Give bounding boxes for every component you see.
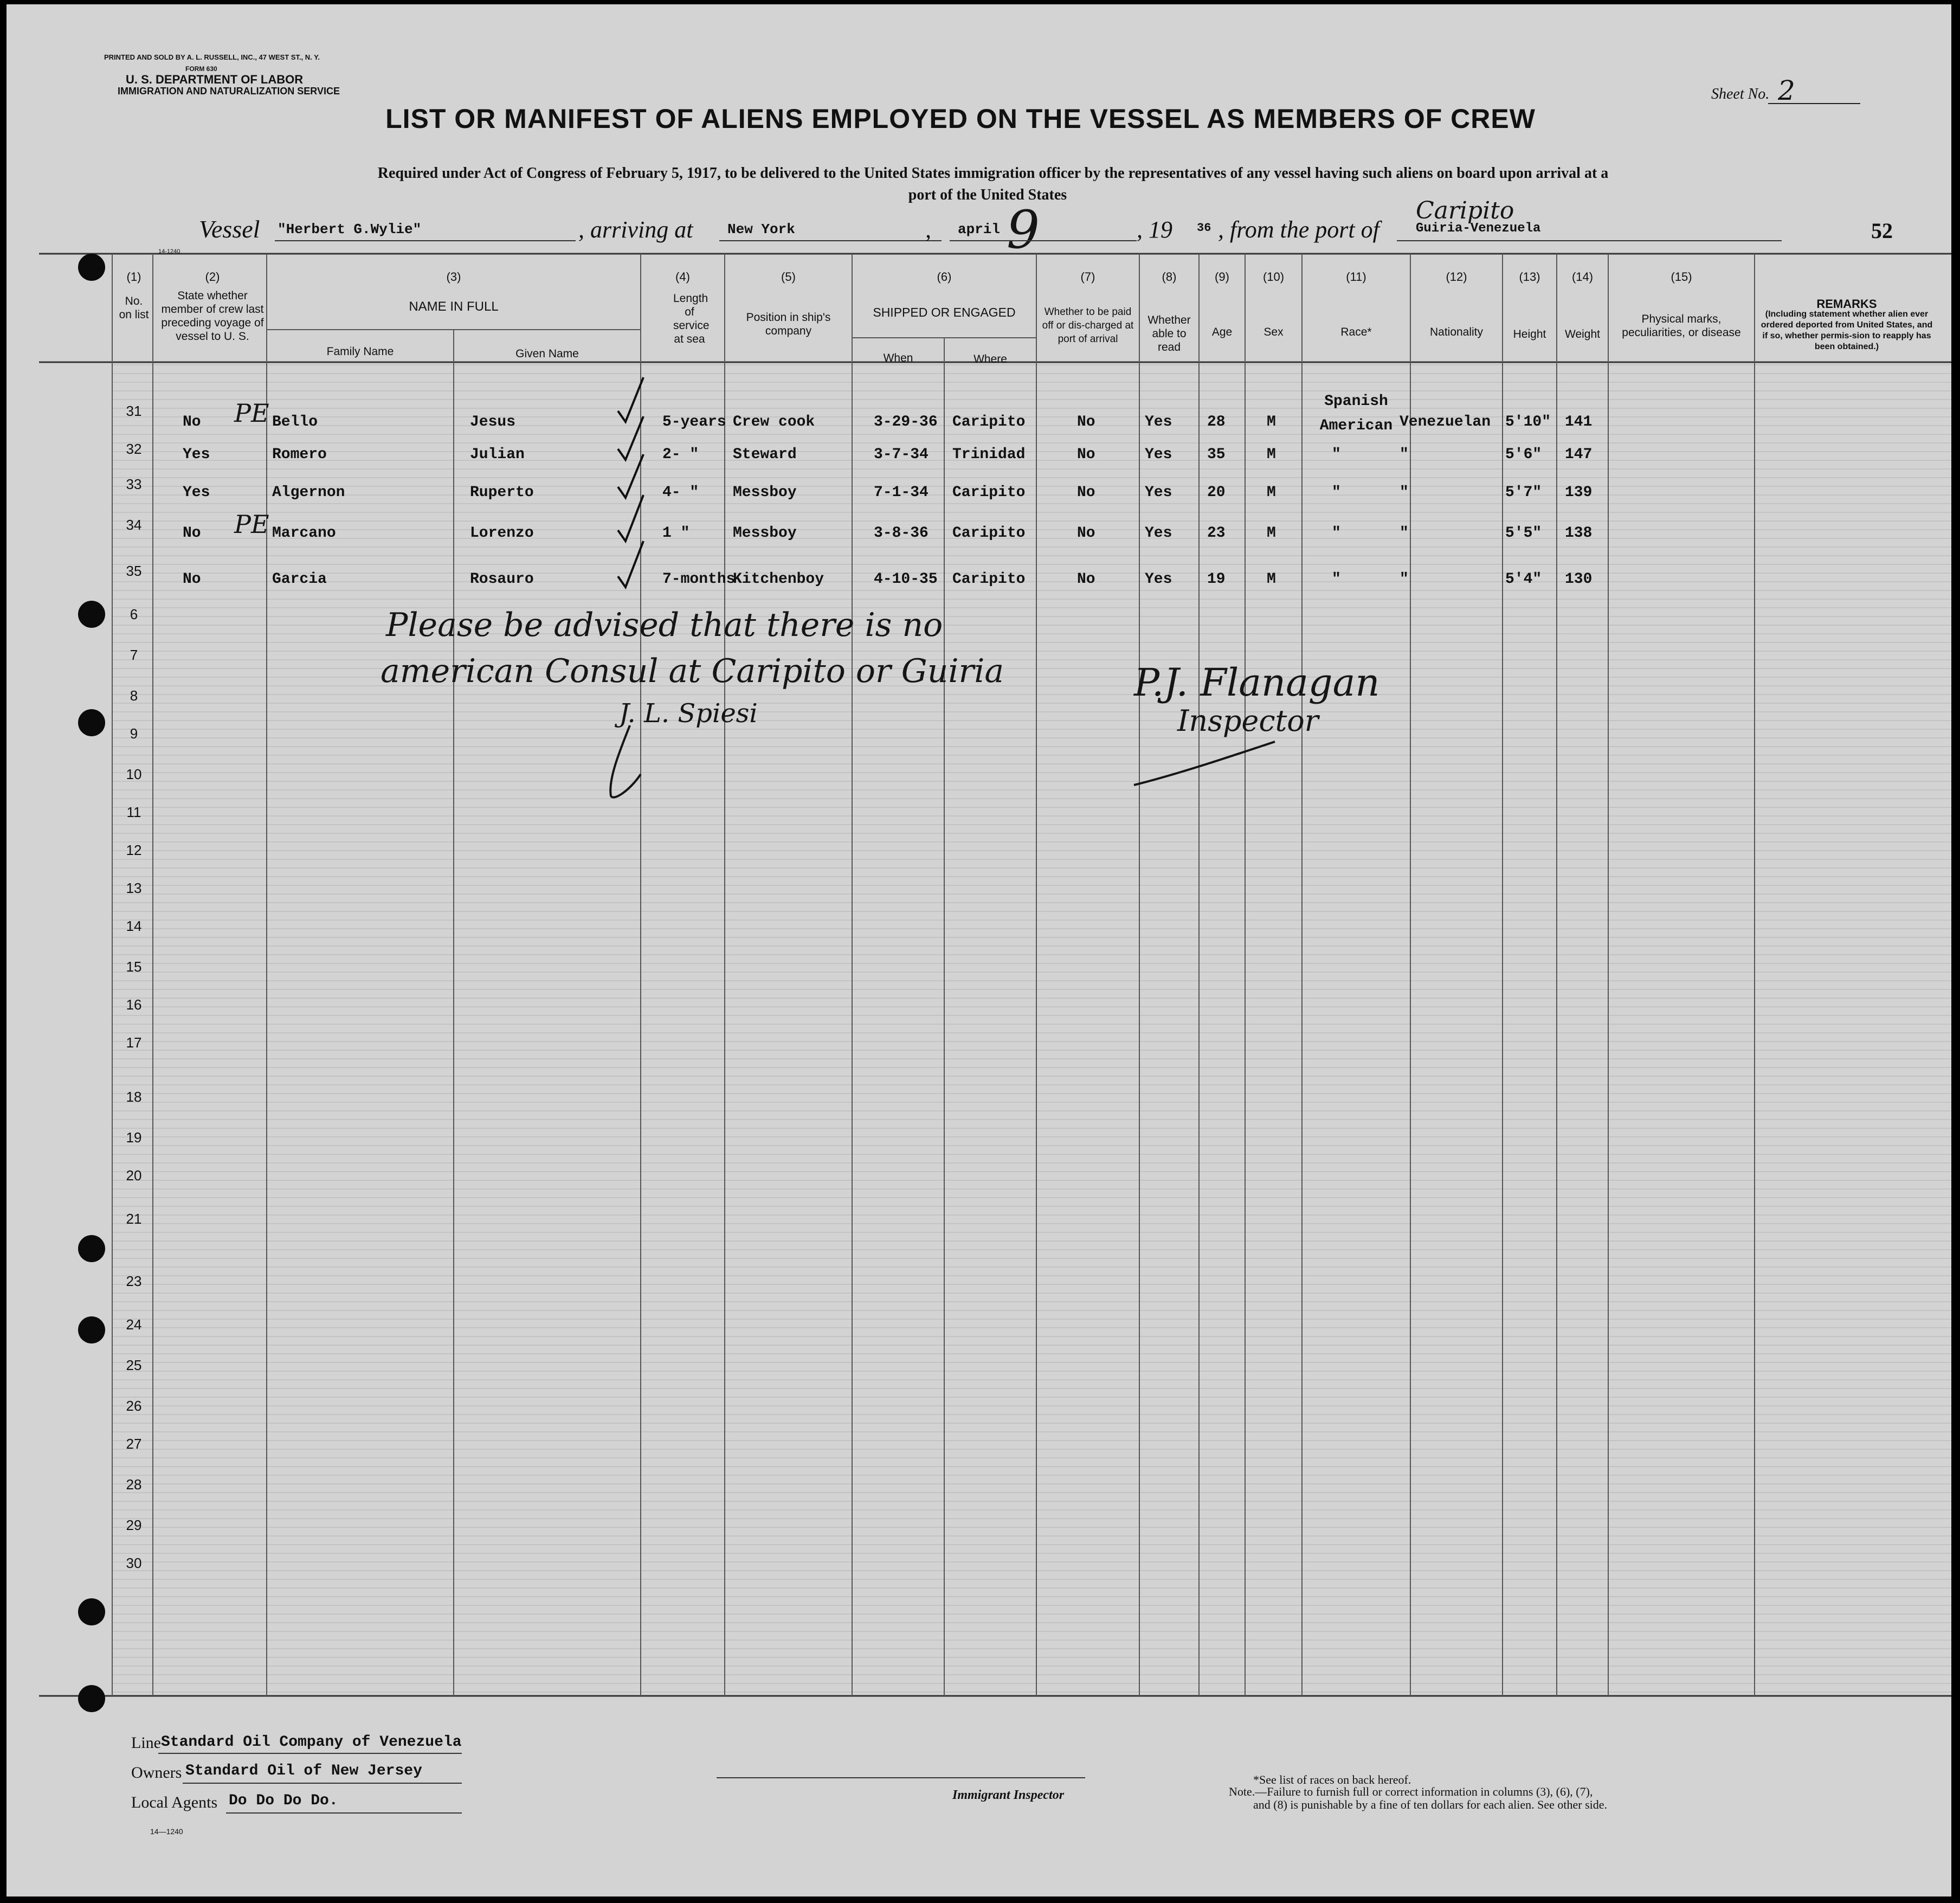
cell-age: 19 <box>1207 571 1226 588</box>
cell-height: 5'5" <box>1505 525 1542 542</box>
row-number: 10 <box>126 766 142 782</box>
header-when: When <box>883 352 913 364</box>
cell-shipped-when: 3-8-36 <box>874 525 929 542</box>
punch-hole <box>78 254 105 281</box>
form-number: FORM 630 <box>185 65 217 73</box>
cell-family-name: Romero <box>272 446 327 463</box>
cell-shipped-when: 7-1-34 <box>874 484 929 501</box>
header-family-name: Family Name <box>326 345 394 358</box>
cell-shipped-when: 4-10-35 <box>874 571 938 588</box>
cell-shipped-where: Caripito <box>952 414 1026 430</box>
arrival-year: 36 <box>1197 221 1211 235</box>
service-name: IMMIGRATION AND NATURALIZATION SERVICE <box>118 86 340 97</box>
cell-sex: M <box>1267 525 1276 542</box>
row-number: 6 <box>130 606 138 622</box>
row-number: 24 <box>126 1316 142 1333</box>
header-shipped-or-engaged: SHIPPED OR ENGAGED <box>873 305 1016 319</box>
cell-able-to-read: Yes <box>1145 414 1172 430</box>
cell-nationality: " <box>1400 525 1409 542</box>
cell-paid-off: No <box>1077 414 1095 430</box>
cell-position: Messboy <box>733 484 797 501</box>
cell-nationality: " <box>1400 484 1409 501</box>
handwritten-note-line2: american Consul at Caripito or Guiria <box>381 652 1004 690</box>
row-number: 27 <box>126 1436 142 1452</box>
cell-nationality: " <box>1400 571 1409 588</box>
cell-race: " <box>1332 571 1341 588</box>
cell-given-name: Julian <box>470 446 525 463</box>
cell-paid-off: No <box>1077 484 1095 501</box>
row-number: 32 <box>126 441 142 457</box>
table-grid <box>7 4 1951 1896</box>
form-code: 14-1240 <box>158 248 180 255</box>
from-port-label: , from the port of <box>1218 216 1379 243</box>
manifest-subtitle-1: Required under Act of Congress of February 5, 1917, to be delivered to the United States immigration officer by the representatives of any vessel having such aliens on board upon arrival at a <box>377 165 1609 182</box>
handwritten-mark: PE <box>234 398 269 428</box>
port-underline <box>1397 240 1782 241</box>
row-number: 17 <box>126 1034 142 1051</box>
line-value: Standard Oil Company of Venezuela <box>161 1734 462 1751</box>
cell-race: Spanish American <box>1319 393 1393 434</box>
row-number: 30 <box>126 1555 142 1571</box>
row-number: 25 <box>126 1357 142 1373</box>
header-height: Height <box>1513 328 1546 340</box>
row-number: 21 <box>126 1211 142 1227</box>
header-name-in-full: NAME IN FULL <box>409 299 499 314</box>
cell-able-to-read: Yes <box>1145 446 1172 463</box>
row-number: 28 <box>126 1476 142 1493</box>
line-label: Line <box>131 1734 161 1752</box>
header-remarks: REMARKS <box>1816 297 1877 311</box>
cell-position: Crew cook <box>733 414 815 430</box>
cell-paid-off: No <box>1077 525 1095 542</box>
cell-family-name: Garcia <box>272 571 327 588</box>
punch-hole <box>78 1685 105 1712</box>
arrival-day: 9 <box>1007 200 1040 260</box>
inspector-signature-line <box>717 1777 1085 1778</box>
cell-height: 5'10" <box>1505 414 1551 430</box>
cell-position: Messboy <box>733 525 797 542</box>
cell-weight: 139 <box>1565 484 1592 501</box>
cell-prev-voyage: No <box>183 414 201 430</box>
vessel-label: Vessel <box>199 215 260 243</box>
departure-port-handwritten: Caripito <box>1416 197 1514 224</box>
sheet-number-underline <box>1768 103 1860 104</box>
cell-height: 5'6" <box>1505 446 1542 463</box>
cell-height: 5'4" <box>1505 571 1542 588</box>
cell-nationality: " <box>1400 446 1409 463</box>
arrival-underline <box>719 240 942 241</box>
vessel-underline <box>275 240 576 241</box>
department-name: U. S. DEPARTMENT OF LABOR <box>126 73 304 86</box>
row-number: 34 <box>126 517 142 533</box>
cell-prev-voyage: Yes <box>183 446 210 463</box>
cell-sex: M <box>1267 484 1276 501</box>
footer-form-code: 14—1240 <box>150 1827 183 1836</box>
header-sex: Sex <box>1263 326 1284 338</box>
cell-weight: 147 <box>1565 446 1592 463</box>
row-number: 14 <box>126 918 142 934</box>
cell-weight: 138 <box>1565 525 1592 542</box>
row-number: 29 <box>126 1517 142 1533</box>
punch-hole <box>78 1316 105 1343</box>
cell-height: 5'7" <box>1505 484 1542 501</box>
year-prefix: , 19 <box>1137 216 1172 243</box>
vessel-name: "Herbert G.Wylie" <box>278 221 422 237</box>
cell-sex: M <box>1267 414 1276 430</box>
header-position: Position in ship's company <box>746 311 831 337</box>
cell-position: Kitchenboy <box>733 571 824 588</box>
handwritten-note-line1: Please be advised that there is no <box>386 606 943 644</box>
cell-family-name: Algernon <box>272 484 345 501</box>
cell-prev-voyage: No <box>183 571 201 588</box>
manifest-sheet: PRINTED AND SOLD BY A. L. RUSSELL, INC., 47 WEST ST., N. Y. FORM 630 U. S. DEPARTMENT OF LABOR IMMIGRATION AND NATURALIZATION SERVICE Sheet No. 2 LIST OR MANIFEST OF ALIENS EMPLOYED ON THE VESSEL AS MEMBERS OF CREW Required under Act of Congress of February 5, 1917, to be delivered to the United States immigration officer by the representatives of any vessel having such aliens on board upon arrival at a port of the United States Vessel "Herbert G.Wylie" , arriving at New York , april 9 , 19 36 , from the port of Caripito Guiria-Venezuela 52 14-1240 (1) No. on list (2) State whether member of crew last preceding voyage of vessel to U. S. (3) NAME IN FULL Family Name Given Name (4) Length of service at sea (5) Position in ship's company (6) SHIPPED OR ENGAGED When Where (7) Whether to be paid off or dis-charged at port of arrival (8) Whether able to read (9) Age (10) Sex (11) Race* (12) Nationality (13) Height (14) Weight (15) Physical marks, peculiarities, or disease REMARKS (Including statement whether alien ever ordered deported from United States, and if so, whether permis-sion to reapply has been obtained.) 31 32 33 34 35 6 7 8 9 10 11 12 13 14 15 16 17 18 19 20 21 23 24 25 26 27 28 29 30 No Bello Jesus 5-years Crew cook 3-29-36 Caripito No Yes 28 M Venezuelan 5'10" 141 Spanish American PE Yes Romero Julian 2- " Steward 3-7-34 Trinidad No Yes 35 M " 5'6" 147 " Yes Algernon Ruperto 4- " Messboy 7-1-34 Caripito No Yes 20 M " 5'7" 139 " No Marcano Lorenzo 1 " Messboy 3-8-36 Caripito No Yes 23 M " 5'5" 138 " PE No Garcia Rosauro 7-months Kitchenboy 4-10-35 Caripito No Yes 19 M " 5'4" 130 " Please be advised that there is no american Consul at Caripito or Guiria J. L. Spiesi P.J. Flanagan Inspector Line Standard Oil Company of Venezuela Owners Standard Oil of New Jersey Local Agents Do Do Do Do. 14—1240 Immigrant Inspector *See list of races on back hereof. Note.—Failure to furnish full or correct information in columns (3), (6), (7), and (8) is punishable by a fine of ten dollars for each alien. See other side. <box>7 4 1951 1896</box>
cell-paid-off: No <box>1077 571 1095 588</box>
header-race: Race* <box>1340 326 1372 338</box>
row-number: 35 <box>126 563 142 579</box>
cell-service-length: 4- " <box>662 484 699 501</box>
header-given-name: Given Name <box>515 348 579 360</box>
cell-age: 23 <box>1207 525 1226 542</box>
cell-shipped-where: Caripito <box>952 571 1026 588</box>
cell-position: Steward <box>733 446 797 463</box>
page-number: 52 <box>1871 218 1893 243</box>
row-number: 7 <box>130 647 138 663</box>
cell-prev-voyage: Yes <box>183 484 210 501</box>
header-paid-off: Whether to be paid off or dis-charged at port of arrival <box>1042 306 1134 345</box>
cell-paid-off: No <box>1077 446 1095 463</box>
header-physical-marks: Physical marks, peculiarities, or disease <box>1622 313 1741 339</box>
owners-label: Owners <box>131 1764 182 1782</box>
departure-port: Guiria-Venezuela <box>1416 221 1541 236</box>
row-number: 23 <box>126 1273 142 1289</box>
cell-sex: M <box>1267 571 1276 588</box>
arrival-port: New York <box>727 221 795 237</box>
header-nationality: Nationality <box>1429 326 1484 338</box>
date-underline <box>950 240 1137 241</box>
row-number: 8 <box>130 687 138 704</box>
cell-shipped-where: Trinidad <box>952 446 1026 463</box>
cell-prev-voyage: No <box>183 525 201 542</box>
inspector-caption: Immigrant Inspector <box>952 1788 1065 1802</box>
sheet-number: 2 <box>1778 75 1795 106</box>
cell-given-name: Lorenzo <box>470 525 534 542</box>
cell-shipped-where: Caripito <box>952 484 1026 501</box>
row-number: 12 <box>126 842 142 858</box>
cell-able-to-read: Yes <box>1145 571 1172 588</box>
cell-given-name: Jesus <box>470 414 516 430</box>
signature-underline <box>1129 731 1280 796</box>
cell-service-length: 1 " <box>662 525 690 542</box>
manifest-title: LIST OR MANIFEST OF ALIENS EMPLOYED ON THE VESSEL AS MEMBERS OF CREW <box>385 104 1536 134</box>
header-weight: Weight <box>1565 328 1600 340</box>
header-remarks-note: (Including statement whether alien ever ordered deported from United States, and if so, whether permis-sion to reapply has been obtained.) <box>1761 310 1933 351</box>
row-number: 19 <box>126 1129 142 1146</box>
cell-race: " <box>1332 484 1341 501</box>
header-no-on-list: No. on list <box>119 295 149 321</box>
punch-hole <box>78 1598 105 1625</box>
row-number: 13 <box>126 880 142 896</box>
agents-label: Local Agents <box>131 1793 218 1811</box>
manifest-subtitle-2: port of the United States <box>908 187 1067 203</box>
cell-sex: M <box>1267 446 1276 463</box>
printer-line: PRINTED AND SOLD BY A. L. RUSSELL, INC., 47 WEST ST., N. Y. <box>104 53 320 61</box>
punch-hole <box>78 1235 105 1262</box>
penalty-note-1: Note.—Failure to furnish full or correct information in columns (3), (6), (7), <box>1229 1785 1593 1798</box>
inspector-title-handwritten: Inspector <box>1177 704 1319 738</box>
cell-service-length: 5-years <box>662 414 726 430</box>
arrival-month: april <box>958 221 1001 237</box>
penalty-note-2: and (8) is punishable by a fine of ten dollars for each alien. See other side. <box>1253 1798 1608 1811</box>
cell-shipped-when: 3-7-34 <box>874 446 929 463</box>
races-note: *See list of races on back hereof. <box>1253 1773 1411 1786</box>
row-number: 11 <box>126 804 141 820</box>
arriving-label: , arriving at <box>578 216 693 243</box>
cell-shipped-where: Caripito <box>952 525 1026 542</box>
row-number: 9 <box>130 725 138 742</box>
punch-hole <box>78 601 105 628</box>
owners-value: Standard Oil of New Jersey <box>185 1763 422 1779</box>
row-number: 26 <box>126 1398 142 1414</box>
cell-weight: 141 <box>1565 414 1592 430</box>
sheet-number-label: Sheet No. <box>1711 86 1770 102</box>
row-number: 20 <box>126 1167 142 1184</box>
header-able-to-read: Whether able to read <box>1147 314 1191 353</box>
cell-weight: 130 <box>1565 571 1592 588</box>
row-number: 31 <box>126 403 142 419</box>
inspector-signature: P.J. Flanagan <box>1134 660 1380 705</box>
cell-given-name: Ruperto <box>470 484 534 501</box>
header-previous-voyage: State whether member of crew last preceding voyage of vessel to U. S. <box>161 290 264 343</box>
cell-shipped-when: 3-29-36 <box>874 414 938 430</box>
cell-age: 20 <box>1207 484 1226 501</box>
cell-family-name: Bello <box>272 414 318 430</box>
row-number: 16 <box>126 996 142 1013</box>
row-number: 33 <box>126 476 142 492</box>
initials-flourish <box>597 720 695 807</box>
cell-able-to-read: Yes <box>1145 484 1172 501</box>
cell-family-name: Marcano <box>272 525 336 542</box>
punch-hole <box>78 709 105 736</box>
cell-given-name: Rosauro <box>470 571 534 588</box>
header-age: Age <box>1211 326 1233 338</box>
cell-service-length: 2- " <box>662 446 699 463</box>
row-number: 18 <box>126 1089 142 1105</box>
agents-value: Do Do Do Do. <box>229 1792 338 1809</box>
cell-race: " <box>1332 446 1341 463</box>
cell-age: 28 <box>1207 414 1226 430</box>
checkmarks <box>614 373 657 590</box>
header-length-of-service: Length of service at sea <box>673 292 710 345</box>
cell-able-to-read: Yes <box>1145 525 1172 542</box>
header-where: Where <box>973 353 1007 365</box>
cell-race: " <box>1332 525 1341 542</box>
handwritten-mark: PE <box>234 510 269 539</box>
cell-service-length: 7-months <box>662 571 736 588</box>
cell-age: 35 <box>1207 446 1226 463</box>
row-number: 15 <box>126 959 142 975</box>
cell-nationality: Venezuelan <box>1400 414 1491 430</box>
handwritten-initials: J. L. Spiesi <box>619 698 758 729</box>
